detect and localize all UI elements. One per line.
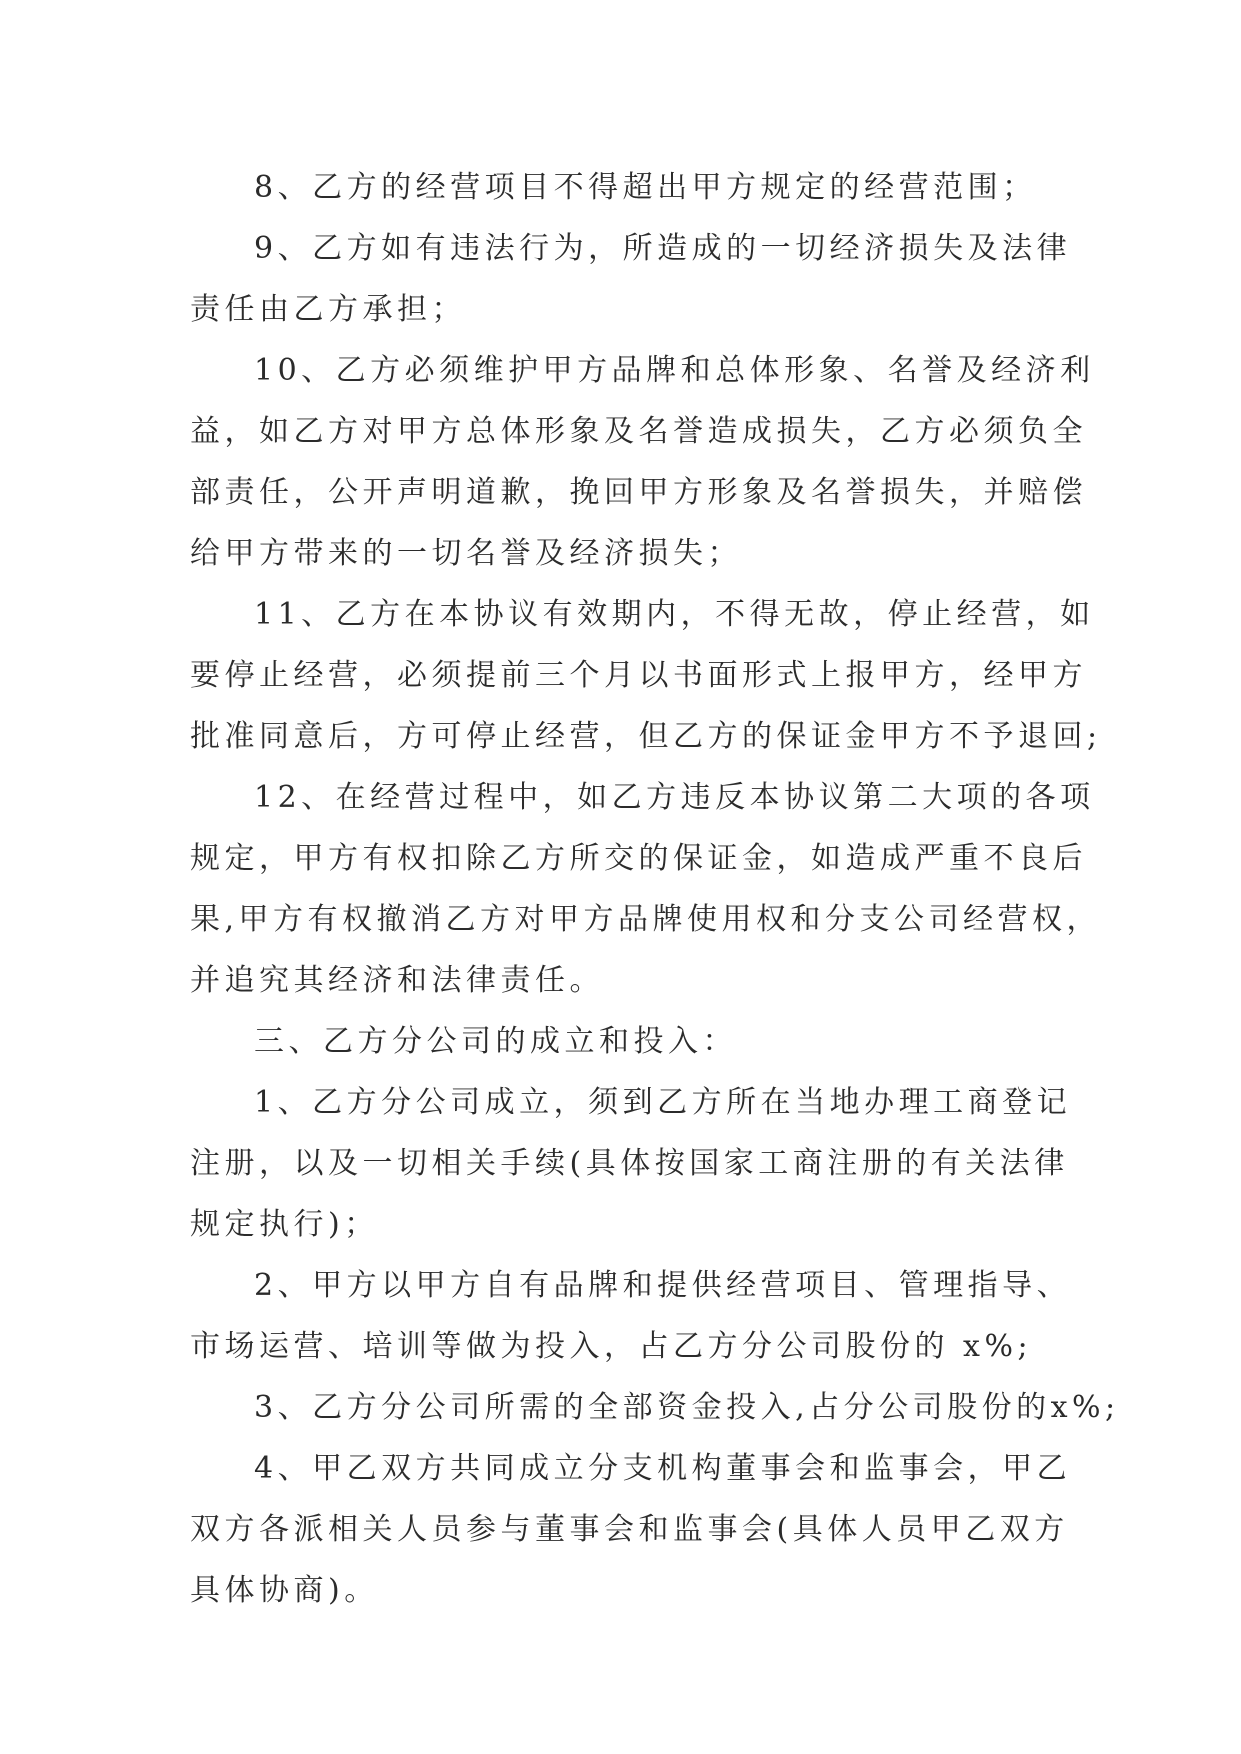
text-line: 注册，以及一切相关手续(具体按国家工商注册的有关法律	[190, 1146, 1069, 1181]
text-line: 2、甲方以甲方自有品牌和提供经营项目、管理指导、	[254, 1268, 1072, 1303]
text-line: 市场运营、培训等做为投入，占乙方分公司股份的 x%;	[190, 1329, 1033, 1364]
text-line: 10、乙方必须维护甲方品牌和总体形象、名誉及经济利	[254, 353, 1095, 388]
paragraph	[190, 584, 1102, 767]
text-line: 给甲方带来的一切名誉及经济损失；	[190, 536, 742, 571]
text-line: 规定执行)；	[190, 1207, 379, 1242]
text-line: 并追究其经济和法律责任。	[190, 963, 604, 998]
text-line: 双方各派相关人员参与董事会和监事会(具体人员甲乙双方	[190, 1512, 1069, 1547]
document-body	[190, 157, 1120, 1621]
paragraph	[190, 767, 1102, 1011]
text-line: 9、乙方如有违法行为，所造成的一切经济损失及法律	[254, 231, 1072, 266]
paragraph	[190, 218, 1072, 340]
text-line: 责任由乙方承担；	[190, 292, 466, 327]
text-line: 批准同意后，方可停止经营，但乙方的保证金甲方不予退回;	[190, 719, 1102, 754]
text-line: 部责任，公开声明道歉，挽回甲方形象及名誉损失，并赔偿	[190, 475, 1087, 510]
text-line: 规定，甲方有权扣除乙方所交的保证金，如造成严重不良后	[190, 841, 1087, 876]
text-line: 11、乙方在本协议有效期内，不得无故，停止经营，如	[254, 597, 1095, 632]
paragraph	[190, 1072, 1072, 1255]
text-line: 1、乙方分公司成立，须到乙方所在当地办理工商登记	[254, 1085, 1072, 1120]
text-line: 益，如乙方对甲方总体形象及名誉造成损失，乙方必须负全	[190, 414, 1087, 449]
paragraph	[190, 157, 1050, 218]
paragraph	[190, 1377, 1120, 1438]
text-line: 8、乙方的经营项目不得超出甲方规定的经营范围；	[254, 170, 1037, 205]
text-line: 3、乙方分公司所需的全部资金投入,占分公司股份的x%;	[254, 1390, 1120, 1425]
text-line: 果,甲方有权撤消乙方对甲方品牌使用权和分支公司经营权，	[190, 902, 1102, 937]
paragraph	[190, 340, 1095, 584]
paragraph	[190, 1011, 1050, 1072]
text-line: 12、在经营过程中，如乙方违反本协议第二大项的各项	[254, 780, 1095, 815]
text-line: 三、乙方分公司的成立和投入：	[254, 1024, 737, 1059]
text-line: 具体协商)。	[190, 1573, 379, 1608]
paragraph	[190, 1255, 1072, 1377]
paragraph	[190, 1438, 1072, 1621]
text-line: 4、甲乙双方共同成立分支机构董事会和监事会，甲乙	[254, 1451, 1072, 1486]
text-line: 要停止经营，必须提前三个月以书面形式上报甲方，经甲方	[190, 658, 1087, 693]
